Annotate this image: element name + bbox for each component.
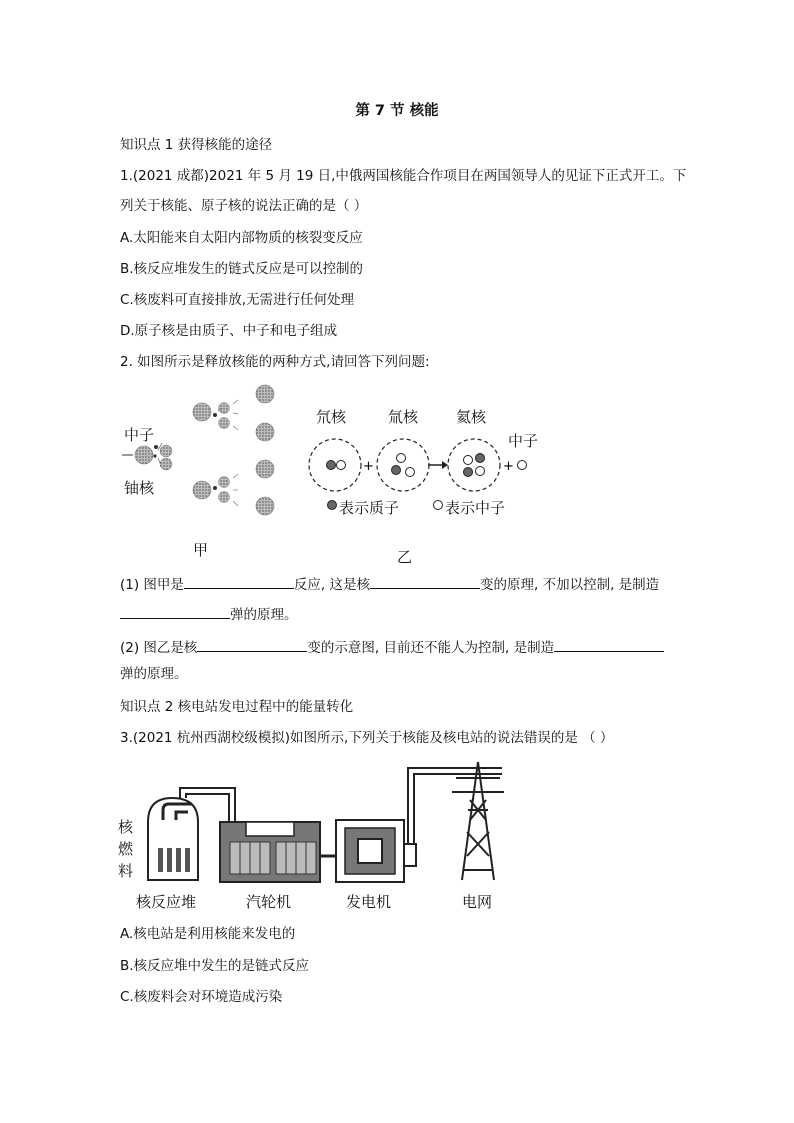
incoming-neutron (154, 445, 158, 449)
question-3-stem: 3.(2021 杭州西湖校级模拟)如图所示,下列关于核能及核电站的说法错误的是 （ ） (120, 730, 614, 746)
fuel-label-1: 核 (118, 818, 134, 836)
power-tower-icon (452, 762, 504, 880)
fission-diagram (118, 378, 288, 563)
proton-legend-label: 表示质子 (339, 499, 400, 517)
neutron-product-label: 中子 (508, 432, 539, 450)
figure-yi-caption: 乙 (397, 548, 413, 566)
proton-legend-icon (328, 501, 337, 510)
turbine-label: 汽轮机 (246, 893, 292, 911)
answer-blank-1[interactable] (184, 574, 294, 589)
answer-blank-3[interactable] (120, 604, 230, 619)
fuel-label-2: 燃 (118, 840, 134, 858)
arrow-icon (442, 461, 448, 469)
helium-label: 氦核 (456, 408, 487, 426)
answer-blank-2[interactable] (370, 574, 480, 589)
tritium-label: 氚核 (388, 408, 419, 426)
uranium-nucleus (135, 446, 153, 464)
grid-label: 电网 (462, 893, 493, 911)
deuterium-label: 氘核 (316, 408, 347, 426)
neutron-legend-icon (434, 501, 443, 510)
free-neutron (518, 461, 527, 470)
plus-sign: + (363, 459, 374, 474)
answer-blank-4[interactable] (197, 637, 307, 652)
question-1-line-1: 1.(2021 成都)2021 年 5 月 19 日,中俄两国核能合作项目在两国领导人的见证下正式开工。下 (120, 168, 687, 184)
figure-jia-caption: 甲 (193, 541, 209, 559)
question-1-option-c: C.核废料可直接排放,无需进行任何处理 (120, 292, 355, 308)
reactor-label: 核反应堆 (136, 893, 197, 911)
question-3-option-c: C.核废料会对环境造成污染 (120, 989, 283, 1005)
question-3-option-b: B.核反应堆中发生的是链式反应 (120, 958, 310, 974)
page-title: 第 7 节 核能 (355, 103, 439, 119)
generator (336, 820, 416, 882)
question-3-option-a: A.核电站是利用核能来发电的 (120, 926, 296, 942)
question-1-option-b: B.核反应堆发生的链式反应是可以控制的 (120, 261, 364, 277)
uranium-label: 铀核 (124, 479, 155, 497)
question-2-stem: 2. 如图所示是释放核能的两种方式,请回答下列问题: (120, 354, 430, 370)
neutron-label: 中子 (124, 426, 155, 444)
question-1-option-d: D.原子核是由质子、中子和电子组成 (120, 323, 338, 339)
tritium-nucleus (377, 439, 429, 491)
section-heading-1: 知识点 1 获得核能的途径 (120, 137, 273, 153)
nuclear-plant-diagram (140, 760, 520, 890)
question-1-line-2: 列关于核能、原子核的说法正确的是（ ） (120, 198, 368, 214)
section-heading-2: 知识点 2 核电站发电过程中的能量转化 (120, 699, 354, 715)
question-2-part-2-line-1: (2) 图乙是核 变的示意图, 目前还不能人为控制, 是制造 (120, 637, 664, 656)
question-2-part-2-line-2: 弹的原理。 (120, 666, 188, 682)
answer-blank-5[interactable] (554, 637, 664, 652)
svg-text:+: + (503, 459, 514, 474)
question-2-part-1-line-2: 弹的原理。 (120, 604, 298, 623)
fuel-label-3: 料 (118, 862, 134, 880)
question-1-option-a: A.太阳能来自太阳内部物质的核裂变反应 (120, 230, 363, 246)
reactor (148, 798, 198, 880)
question-2-part-1-line-1: (1) 图甲是 反应, 这是核 变的原理, 不加以控制, 是制造 (120, 574, 659, 593)
turbine (220, 822, 320, 882)
generator-label: 发电机 (346, 893, 392, 911)
neutron-legend-label: 表示中子 (445, 499, 506, 517)
helium-nucleus (448, 439, 500, 491)
